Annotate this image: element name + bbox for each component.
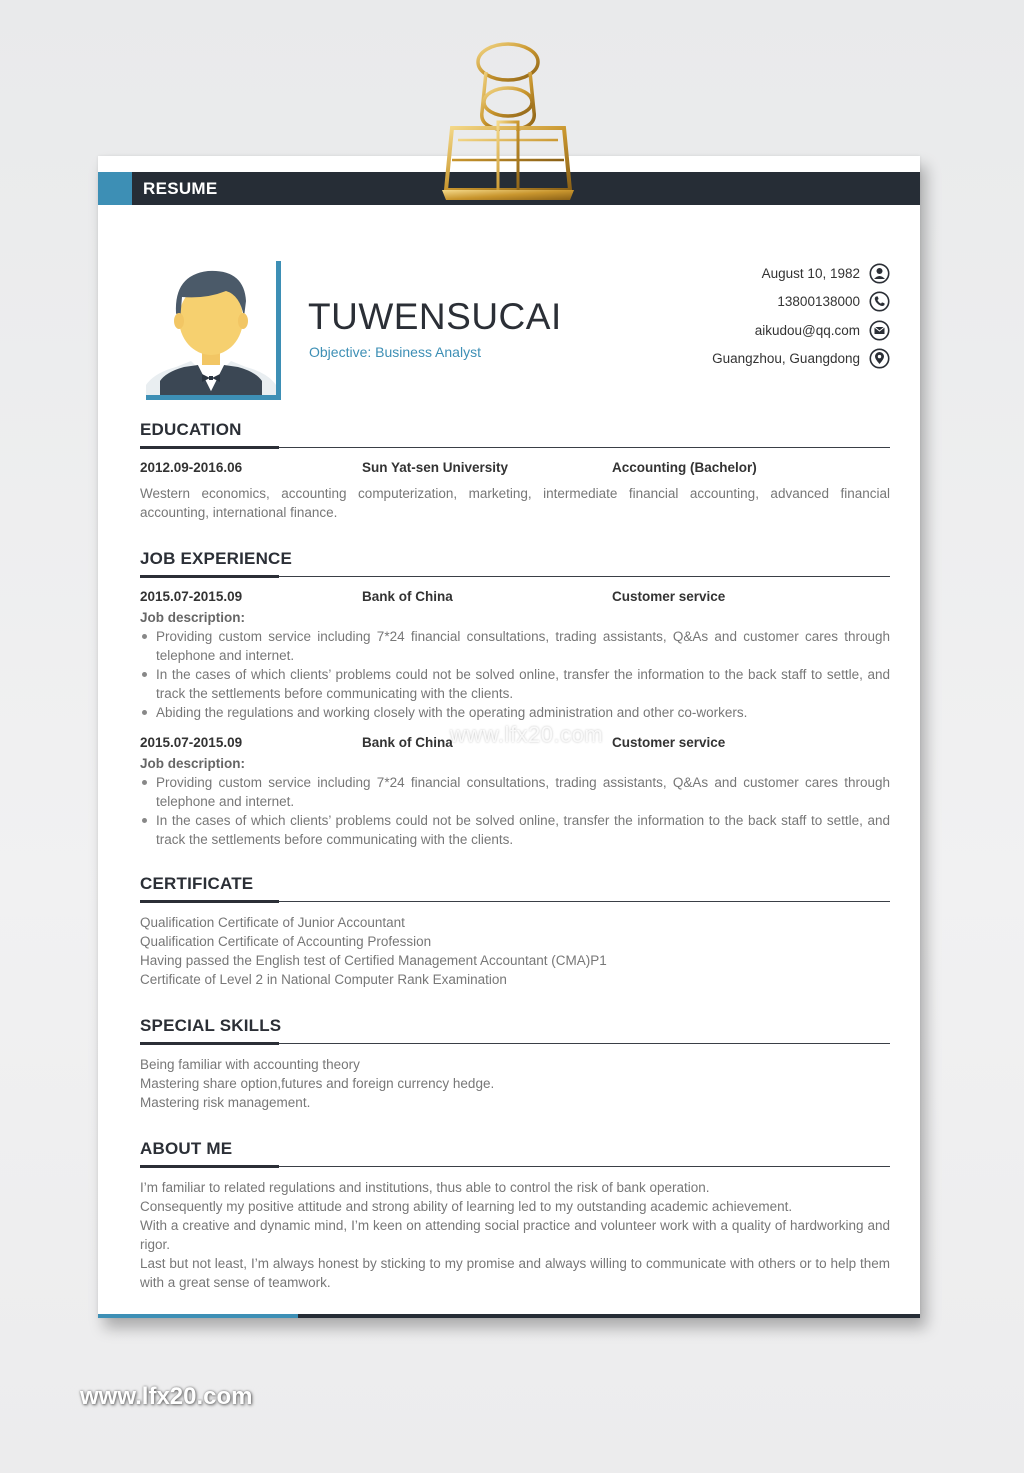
section-title: CERTIFICATE: [140, 874, 254, 893]
list-item: Having passed the English test of Certified Management Accountant (CMA)P1: [140, 953, 607, 968]
list-item: In the cases of which clients’ problems could not be solved online, transfer the information to the back staff to settle, and track the settlements before communicating with the clients.: [140, 665, 890, 703]
list-item: Certificate of Level 2 in National Computer Rank Examination: [140, 972, 507, 987]
phone-icon: [869, 291, 890, 312]
education-major: Accounting (Bachelor): [612, 460, 757, 475]
section-title: JOB EXPERIENCE: [140, 549, 293, 568]
job-role: Customer service: [612, 589, 726, 604]
avatar-frame-horizontal: [146, 395, 281, 400]
contact-text: aikudou@qq.com: [754, 322, 860, 338]
contact-text: Guangzhou, Guangdong: [712, 351, 860, 367]
contact-location: [590, 345, 890, 374]
skills-section: [140, 1016, 890, 1112]
list-item: Providing custom service including 7*24 financial consultations, trading assistants, Q&As and customer cares through telephone and internet.: [140, 773, 890, 811]
job-role: Customer service: [612, 735, 726, 750]
contact-birthday: [590, 259, 890, 288]
list-item: Qualification Certificate of Junior Accountant: [140, 915, 405, 930]
job-meta: [140, 589, 890, 608]
resume-label: RESUME: [143, 179, 218, 198]
list-item: Being familiar with accounting theory: [140, 1057, 360, 1072]
job-company: Bank of China: [362, 735, 453, 750]
education-description: Western economics, accounting computerization, marketing, intermediate financial accounting, advanced financial accounting, international finance.: [140, 486, 890, 520]
list-item: Abiding the regulations and working closely with the operating administration and other co-workers.: [140, 703, 890, 722]
skills-list: [140, 1055, 890, 1112]
avatar-frame-vertical: [276, 261, 281, 400]
about-paragraph: Consequently my positive attitude and strong ability of learning led to my outstanding academic achievement.: [140, 1199, 793, 1214]
objective: Objective: Business Analyst: [309, 344, 481, 360]
candidate-name: TUWENSUCAI: [308, 296, 562, 337]
list-item: In the cases of which clients’ problems could not be solved online, transfer the information to the back staff to settle, and track the settlements before communicating with the clients.: [140, 811, 890, 849]
contact-text: August 10, 1982: [761, 265, 860, 281]
watermark: www.lfx20.com: [450, 722, 604, 747]
section-rule: [140, 575, 890, 579]
job-company: Bank of China: [362, 589, 453, 604]
certificate-list: [140, 913, 890, 989]
section-title: SPECIAL SKILLS: [140, 1016, 282, 1035]
section-rule: [140, 1165, 890, 1169]
experience-section: [140, 549, 890, 849]
binder-clip-icon: [438, 40, 578, 215]
job-bullets: [140, 627, 890, 722]
contact-email: [590, 316, 890, 345]
contact-list: [590, 259, 890, 373]
header-accent: [98, 172, 132, 205]
footer-accent: [98, 1314, 298, 1318]
job-description-label: Job description:: [140, 610, 246, 625]
section-rule: [140, 900, 890, 904]
about-paragraph: Last but not least, I’m always honest by sticking to my promise and always willing to communicate with others or to help them with a great sense of teamwork.: [140, 1256, 890, 1290]
watermark-logo: www.lfx20.com: [80, 1383, 253, 1410]
job-entry: [140, 589, 890, 722]
about-paragraph: I’m familiar to related regulations and institutions, thus able to control the risk of bank operation.: [140, 1180, 710, 1195]
job-bullets: [140, 773, 890, 849]
section-title: ABOUT ME: [140, 1139, 233, 1158]
job-period: 2015.07-2015.09: [140, 589, 243, 604]
avatar: [146, 261, 286, 401]
list-item: Providing custom service including 7*24 financial consultations, trading assistants, Q&As and customer cares through telephone and internet.: [140, 627, 890, 665]
education-period: 2012.09-2016.06: [140, 460, 243, 475]
job-entry: [140, 735, 890, 849]
job-description-label: Job description:: [140, 756, 246, 771]
job-period: 2015.07-2015.09: [140, 735, 243, 750]
contact-phone: [590, 288, 890, 317]
list-item: Mastering risk management.: [140, 1095, 311, 1110]
location-icon: [869, 348, 890, 369]
mail-icon: [869, 320, 890, 341]
about-section: [140, 1139, 890, 1292]
education-section: [140, 420, 890, 522]
education-meta: [140, 460, 890, 479]
user-icon: [869, 263, 890, 284]
contact-text: 13800138000: [777, 294, 860, 310]
list-item: Mastering share option,futures and foreign currency hedge.: [140, 1076, 495, 1091]
section-title: EDUCATION: [140, 420, 242, 439]
education-school: Sun Yat-sen University: [362, 460, 509, 475]
section-rule: [140, 1042, 890, 1046]
list-item: Qualification Certificate of Accounting Profession: [140, 934, 432, 949]
avatar-icon: [146, 261, 276, 395]
certificate-section: [140, 874, 890, 989]
about-paragraph: With a creative and dynamic mind, I’m keen on attending social practice and volunteer work with a quality of hardworking and rigor.: [140, 1218, 890, 1252]
resume-footer-bar: [98, 1314, 920, 1318]
section-rule: [140, 446, 890, 450]
